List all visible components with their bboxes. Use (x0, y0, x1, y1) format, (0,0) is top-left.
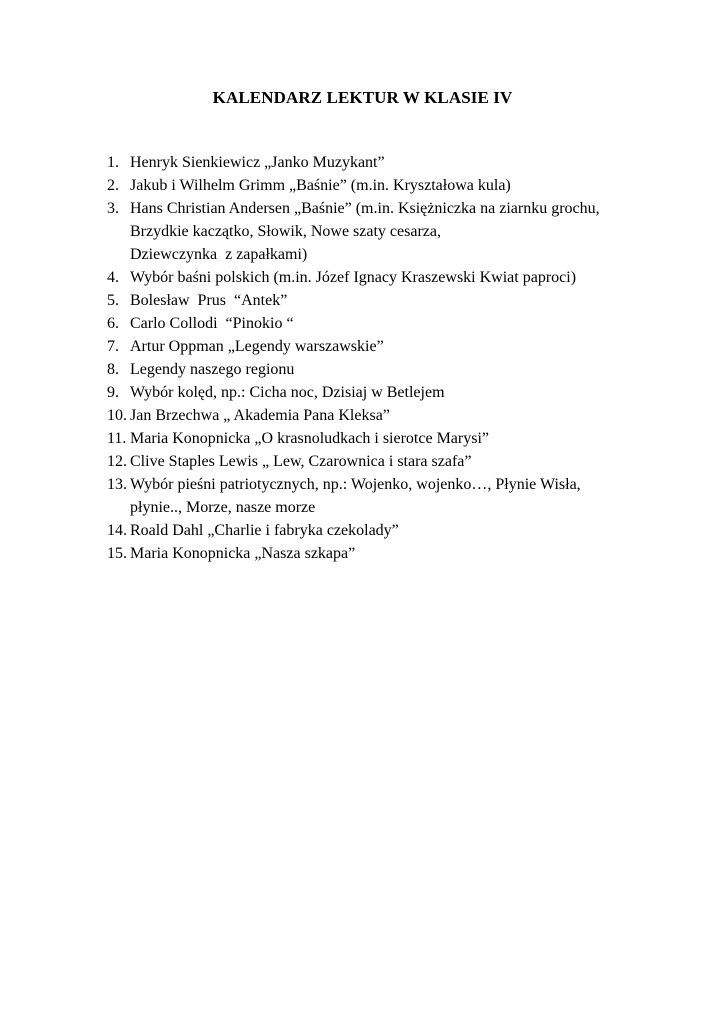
item-text-line: Roald Dahl „Charlie i fabryka czekolady” (130, 522, 399, 539)
item-text-line: Jakub i Wilhelm Grimm „Baśnie” (m.in. Kryształowa kula) (130, 177, 511, 194)
item-text (130, 174, 511, 197)
item-text-line: Wybór pieśni patriotycznych, np.: Wojenko, wojenko…, Płynie Wisła, (130, 476, 581, 493)
item-number: 5. (107, 292, 119, 309)
item-text (130, 450, 472, 473)
item-text (130, 358, 294, 381)
item-number: 14. (107, 522, 127, 539)
item-text-line: Jan Brzechwa „ Akademia Pana Kleksa” (130, 407, 390, 424)
item-text (130, 289, 287, 312)
item-text-line: Maria Konopnicka „O krasnoludkach i sierotce Marysi” (130, 430, 489, 447)
list-item (107, 266, 687, 289)
list-item (107, 381, 687, 404)
item-text-line: Wybór kolęd, np.: Cicha noc, Dzisiaj w Betlejem (130, 384, 445, 401)
item-number: 7. (107, 338, 119, 355)
item-text (130, 197, 600, 266)
item-number: 3. (107, 200, 119, 217)
item-number: 2. (107, 177, 119, 194)
item-text (130, 312, 294, 335)
list-item (107, 427, 687, 450)
item-number: 1. (107, 154, 119, 171)
list-item (107, 542, 687, 565)
item-number: 13. (107, 476, 127, 493)
list-item (107, 151, 687, 174)
item-text-line: Legendy naszego regionu (130, 361, 295, 378)
page-title: KALENDARZ LEKTUR W KLASIE IV (212, 88, 513, 107)
item-text-line: płynie.., Morze, nasze morze (130, 499, 316, 516)
item-text (130, 335, 384, 358)
item-number: 4. (107, 269, 119, 286)
list-item (107, 335, 687, 358)
reading-list (107, 151, 687, 565)
item-text-line: Carlo Collodi “Pinokio “ (130, 315, 294, 332)
item-text (130, 151, 385, 174)
list-item (107, 473, 687, 519)
item-text (130, 473, 581, 519)
item-text (130, 427, 489, 450)
item-number: 10. (107, 407, 127, 424)
item-number: 11. (107, 430, 127, 447)
list-item (107, 358, 687, 381)
list-item (107, 197, 687, 266)
list-item (107, 450, 687, 473)
item-number: 9. (107, 384, 119, 401)
item-text-line: Maria Konopnicka „Nasza szkapa” (130, 545, 356, 562)
item-number: 15. (107, 545, 127, 562)
item-text-line: Hans Christian Andersen „Baśnie” (m.in. Księżniczka na ziarnku grochu, (130, 200, 600, 217)
item-text (130, 404, 390, 427)
item-text-line: Artur Oppman „Legendy warszawskie” (130, 338, 384, 355)
item-text-line: Henryk Sienkiewicz „Janko Muzykant” (130, 154, 385, 171)
list-item (107, 404, 687, 427)
list-item (107, 289, 687, 312)
item-text-line: Clive Staples Lewis „ Lew, Czarownica i stara szafa” (130, 453, 472, 470)
item-text (130, 266, 576, 289)
list-item (107, 519, 687, 542)
item-text-line: Wybór baśni polskich (m.in. Józef Ignacy Kraszewski Kwiat paproci) (130, 269, 577, 286)
item-number: 6. (107, 315, 119, 332)
item-text-line: Brzydkie kaczątko, Słowik, Nowe szaty cesarza, (130, 223, 441, 240)
item-text (130, 519, 399, 542)
list-item (107, 174, 687, 197)
list-item (107, 312, 687, 335)
item-number: 8. (107, 361, 119, 378)
item-text (130, 381, 445, 404)
item-text-line: Dziewczynka z zapałkami) (130, 246, 308, 263)
item-text-line: Bolesław Prus “Antek” (130, 292, 288, 309)
item-text (130, 542, 355, 565)
item-number: 12. (107, 453, 127, 470)
